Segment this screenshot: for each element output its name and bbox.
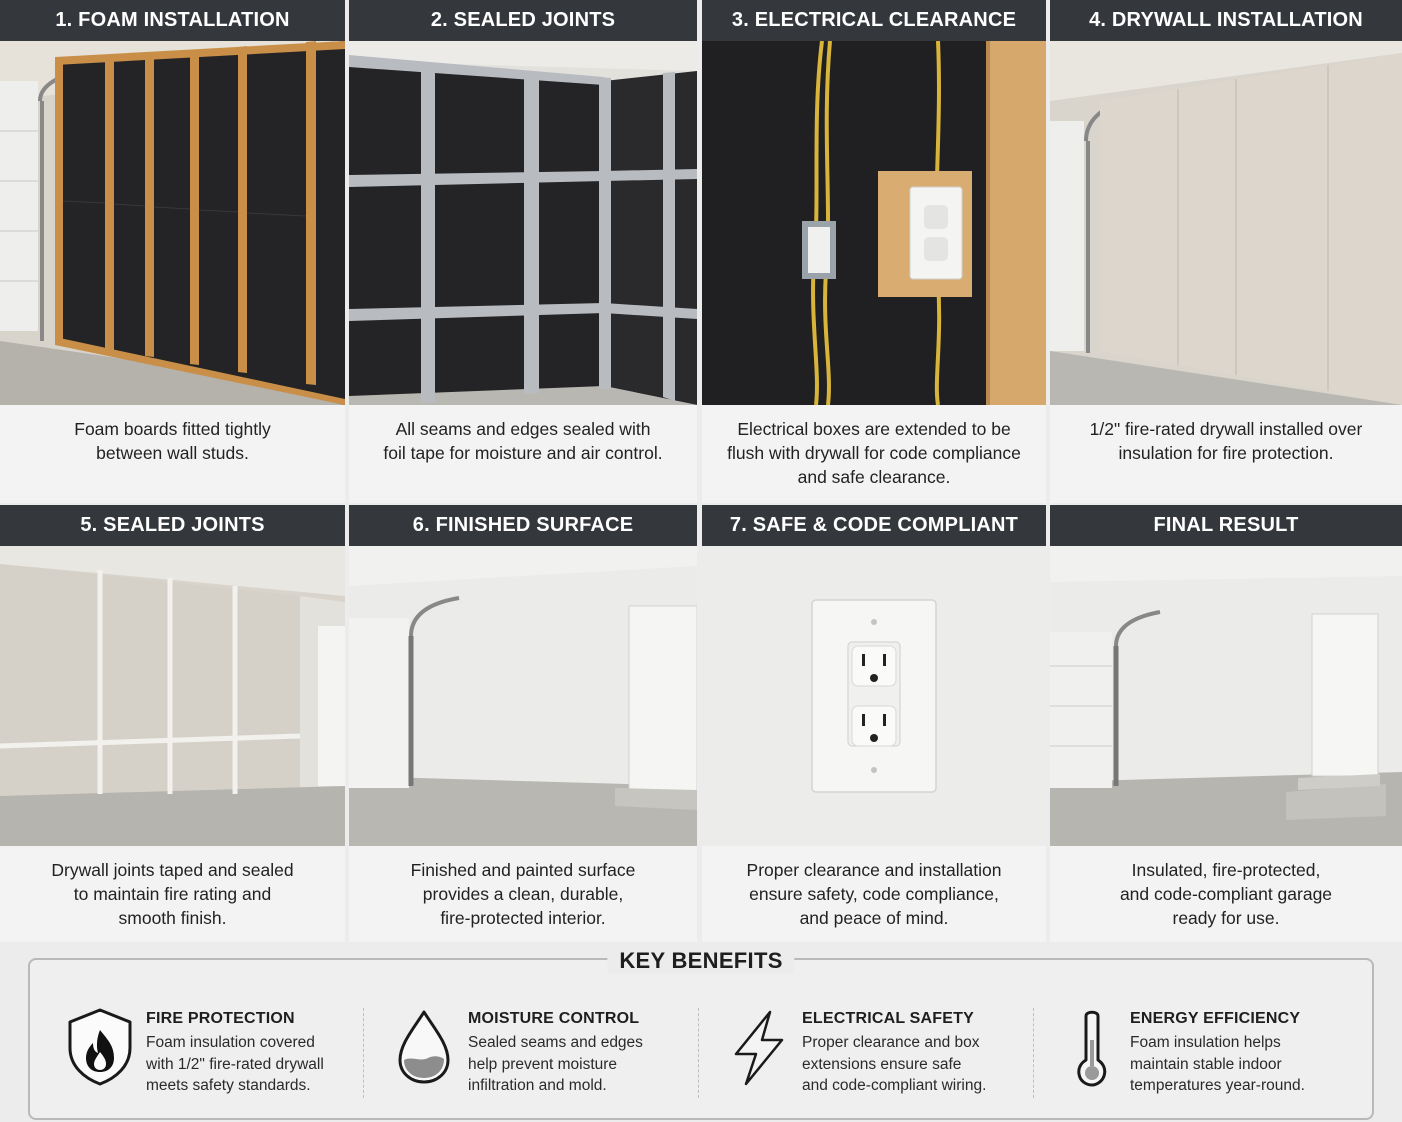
benefit-divider: [1033, 1008, 1034, 1098]
foil-tape-photo: [349, 41, 697, 405]
benefit-heading: FIRE PROTECTION: [146, 1010, 295, 1027]
panel-caption: [0, 846, 345, 930]
caption-line: between wall studs.: [96, 443, 249, 463]
caption-line: insulation for fire protection.: [1118, 443, 1334, 463]
benefit-text: [802, 1010, 986, 1097]
lightning-bolt-icon: [726, 1006, 802, 1088]
benefit-line: with 1/2" fire-rated drywall: [146, 1055, 324, 1073]
caption-line: Finished and painted surface: [410, 860, 636, 880]
benefit-line: Foam insulation covered: [146, 1034, 315, 1051]
panel-foam-installation: [0, 0, 345, 503]
benefit-text: [1130, 1010, 1305, 1097]
caption-line: and safe clearance.: [797, 467, 951, 487]
panel-sealed-joints-foil: [349, 0, 697, 503]
shield-flame-icon: [62, 1006, 138, 1088]
panel-title: 3. ELECTRICAL CLEARANCE: [702, 0, 1046, 41]
panel-title: 6. FINISHED SURFACE: [349, 505, 697, 546]
panel-caption: [349, 846, 697, 930]
panel-caption: [1050, 405, 1402, 465]
panel-sealed-joints-drywall: [0, 505, 345, 942]
caption-line: Proper clearance and installation: [746, 860, 1002, 880]
caption-line: to maintain fire rating and: [73, 884, 272, 904]
caption-line: smooth finish.: [118, 908, 227, 928]
caption-line: All seams and edges sealed with: [395, 419, 651, 439]
panel-title: 5. SEALED JOINTS: [0, 505, 345, 546]
panel-title: 4. DRYWALL INSTALLATION: [1050, 0, 1402, 41]
water-drop-icon: [390, 1006, 466, 1088]
benefit-divider: [698, 1008, 699, 1098]
taped-joints-photo: [0, 546, 345, 846]
benefit-line: maintain stable indoor: [1130, 1055, 1282, 1073]
benefit-description: [468, 1032, 643, 1097]
electrical-box-photo: [702, 41, 1046, 405]
benefit-line: Proper clearance and box: [802, 1034, 980, 1051]
benefit-energy-efficiency: [1066, 998, 1366, 1108]
panel-final-result: [1050, 505, 1402, 942]
benefit-fire-protection: [62, 998, 362, 1108]
panel-caption: [702, 405, 1046, 489]
caption-line: and peace of mind.: [799, 908, 949, 928]
panel-electrical-clearance: [702, 0, 1046, 503]
panel-title: 2. SEALED JOINTS: [349, 0, 697, 41]
caption-line: fire-protected interior.: [440, 908, 606, 928]
caption-line: and code-compliant garage: [1119, 884, 1333, 904]
caption-line: Electrical boxes are extended to be: [737, 419, 1011, 439]
caption-line: ready for use.: [1172, 908, 1280, 928]
panel-title: 1. FOAM INSTALLATION: [0, 0, 345, 41]
steps-row-1: [0, 0, 1402, 503]
benefit-line: infiltration and mold.: [468, 1077, 607, 1094]
benefit-heading: ELECTRICAL SAFETY: [802, 1010, 975, 1027]
benefit-text: [468, 1010, 643, 1097]
benefit-line: Sealed seams and edges: [468, 1034, 643, 1051]
caption-line: 1/2" fire-rated drywall installed over: [1089, 419, 1363, 439]
caption-line: flush with drywall for code compliance: [727, 443, 1021, 463]
benefit-moisture-control: [390, 998, 690, 1108]
panel-title: FINAL RESULT: [1050, 505, 1402, 546]
outlet-photo: [702, 546, 1046, 846]
benefit-line: extensions ensure safe: [802, 1055, 962, 1073]
foam-installation-photo: [0, 41, 345, 405]
finished-surface-photo: [349, 546, 697, 846]
benefit-line: and code-compliant wiring.: [802, 1077, 987, 1094]
caption-line: ensure safety, code compliance,: [749, 884, 999, 904]
benefit-description: [802, 1032, 986, 1097]
benefit-line: Foam insulation helps: [1130, 1034, 1281, 1051]
panel-safe-code-compliant: [702, 505, 1046, 942]
key-benefits-title: KEY BENEFITS: [607, 948, 794, 974]
benefit-line: help prevent moisture: [468, 1055, 618, 1073]
benefit-description: [1130, 1032, 1305, 1097]
caption-line: Drywall joints taped and sealed: [51, 860, 294, 880]
benefit-description: [146, 1032, 324, 1097]
caption-line: Insulated, fire-protected,: [1131, 860, 1321, 880]
benefit-divider: [363, 1008, 364, 1098]
panel-caption: [0, 405, 345, 465]
panel-caption: [1050, 846, 1402, 930]
final-garage-photo: [1050, 546, 1402, 846]
panel-finished-surface: [349, 505, 697, 942]
drywall-photo: [1050, 41, 1402, 405]
caption-line: Foam boards fitted tightly: [74, 419, 271, 439]
benefit-electrical-safety: [726, 998, 1026, 1108]
panel-caption: [702, 846, 1046, 930]
benefit-heading: ENERGY EFFICIENCY: [1130, 1010, 1301, 1027]
panel-drywall-installation: [1050, 0, 1402, 503]
steps-row-2: [0, 505, 1402, 942]
panel-title: 7. SAFE & CODE COMPLIANT: [702, 505, 1046, 546]
panel-caption: [349, 405, 697, 465]
caption-line: foil tape for moisture and air control.: [383, 443, 663, 463]
caption-line: provides a clean, durable,: [422, 884, 624, 904]
benefit-text: [146, 1010, 324, 1097]
benefit-heading: MOISTURE CONTROL: [468, 1010, 640, 1027]
benefit-line: temperatures year-round.: [1130, 1077, 1305, 1094]
benefit-line: meets safety standards.: [146, 1077, 311, 1094]
key-benefits-panel: [28, 948, 1374, 1120]
